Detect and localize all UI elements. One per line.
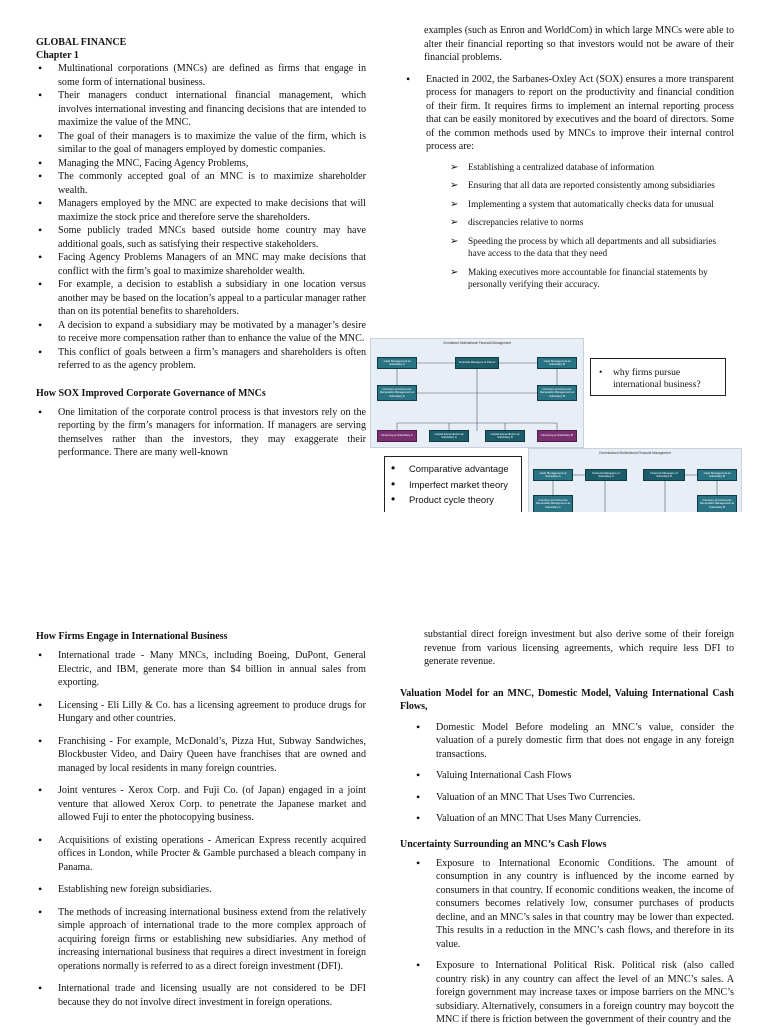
- list-item: • Facing Agency Problems Managers of an MNC may make decisions that conflict with the firm’s goal to maximize shareholder wealth.: [36, 251, 366, 278]
- internal-control-methods-list: [450, 162, 720, 292]
- uncertainty-heading: Uncertainty Surrounding an MNC’s Cash Flows: [400, 838, 607, 850]
- chapter-heading: Chapter 1: [36, 50, 79, 61]
- list-item: • Franchising - For example, McDonald’s, Pizza Hut, Subway Sandwiches, Blockbuster Video, and Dairy Queen have franchises that are owned and managed by local residents in many foreign countries.: [36, 735, 366, 776]
- list-item: • Valuation of an MNC That Uses Two Currencies.: [414, 791, 734, 805]
- list-item: • Managers employed by the MNC are expected to make decisions that will maximize the stock price and therefore serve the shareholders.: [36, 197, 366, 224]
- list-item: • Valuation of an MNC That Uses Many Currencies.: [414, 812, 734, 826]
- list-item: • Licensing - Eli Lilly & Co. has a licensing agreement to produce drugs for Hungary and other countries.: [36, 699, 366, 726]
- list-item: • The goal of their managers is to maximize the value of the firm, which is similar to the goal of managers employed by domestic companies.: [36, 130, 366, 157]
- page2-left-column: [36, 630, 366, 1009]
- list-item: • Valuing International Cash Flows: [414, 769, 734, 783]
- list-item: • Exposure to International Political Risk. Political risk (also called country risk) in any country can affect the level of an MNC’s sales. A foreign government may increase taxes or impose barriers on the MNC’s subsidiary. Alternatively, consumers in a foreign country may boycott the MNC if there is friction between the government of their country and the: [414, 959, 734, 1027]
- engage-heading: How Firms Engage in International Business: [36, 631, 228, 642]
- list-item: • Their managers conduct international financial management, which involves international investing and financing decisions that are intended to maximize the value of the MNC.: [36, 89, 366, 130]
- valuation-heading: Valuation Model for an MNC, Domestic Model, Valuing International Cash Flows,: [400, 687, 734, 712]
- sox-bullet-list: [36, 406, 366, 460]
- diagram-title: Decentralized Multinational Financial Management: [599, 451, 671, 455]
- document-title: GLOBAL FINANCE: [36, 37, 127, 48]
- list-item: • Acquisitions of existing operations - American Express recently acquired offices in London, while Procter & Gamble purchased a bleach company in Panama.: [36, 834, 366, 875]
- list-item: • Imperfect market theory: [389, 479, 517, 491]
- list-item: ➢ Establishing a centralized database of information: [450, 162, 720, 175]
- cash-mgmt-a-node: Cash Management at Subsidiary A: [533, 469, 573, 481]
- list-item: ➢ Ensuring that all data are reported consistently among subsidiaries: [450, 180, 720, 193]
- list-item: • Establishing new foreign subsidiaries.: [36, 883, 366, 897]
- list-item: • This conflict of goals between a firm’s managers and shareholders is often referred to as the agency problem.: [36, 346, 366, 373]
- cash-mgmt-b-node: Cash Management at Subsidiary B: [697, 469, 737, 481]
- sox-heading: How SOX Improved Corporate Governance of MNCs: [36, 387, 266, 399]
- list-item: • International trade - Many MNCs, including Boeing, DuPont, General Electric, and IBM, generate more than $4 billion in annual sales from exporting.: [36, 649, 366, 690]
- list-item: ➢ discrepancies relative to norms: [450, 217, 720, 230]
- parent-managers-node: Financial Managers of Parent: [455, 357, 499, 369]
- sox-methods-intro-list: [404, 73, 734, 154]
- inventory-a-node: Inventory and Accounts Receivable Management at Subsidiary A: [533, 495, 573, 513]
- document-page-1: [0, 0, 768, 512]
- why-international-business-box: [590, 358, 726, 396]
- list-item: • Comparative advantage: [389, 463, 517, 475]
- list-item: ➢ Making executives more accountable for financial statements by personally verifying their accuracy.: [450, 267, 720, 292]
- capex-a-node: Capital Expenditures at Subsidiary A: [429, 430, 469, 442]
- theories-list: [389, 463, 517, 506]
- list-item: • International trade and licensing usually are not considered to be DFI because they do not involve direct investment in foreign operations.: [36, 982, 366, 1009]
- continued-paragraph: examples (such as Enron and WorldCom) in which large MNCs were able to alter their financial reporting so that investors would not be aware of their financial problems.: [424, 25, 734, 63]
- financing-a-node: Financing at Subsidiary A: [377, 430, 417, 442]
- centralized-management-diagram: [370, 338, 584, 448]
- list-item: • The methods of increasing international business extend from the relatively simple approach of international trade to the more complex approach of acquiring foreign firms or establishing new subsidiaries. Any method of increasing international business that requires a direct investment in foreign operations normally is referred to as a direct foreign investment (DFI).: [36, 906, 366, 974]
- bullet-icon: •: [599, 367, 603, 378]
- mnc-bullet-list: [36, 62, 366, 373]
- sub-a-managers-node: Financial Managers of Subsidiary A: [585, 469, 627, 481]
- diagram-title: Centralized Multinational Financial Management: [442, 341, 512, 345]
- document-page-2: [0, 612, 768, 1024]
- list-item: • Exposure to International Economic Conditions. The amount of consumption in any country is influenced by the income earned by consumers in that country. If economic conditions weaken, the income of consumers becomes relatively low, consumer purchases of products decline, and an MNC’s sales in that country may be lower than expected. This results in a reduction in the MNC’s cash flows, and therefore in its value.: [414, 857, 734, 952]
- financing-b-node: Financing at Subsidiary B: [537, 430, 577, 442]
- list-item: • Domestic Model Before modeling an MNC’s value, consider the valuation of a purely domestic firm that does not engage in any foreign transactions.: [414, 721, 734, 762]
- list-item: • The commonly accepted goal of an MNC is to maximize shareholder wealth.: [36, 170, 366, 197]
- uncertainty-list: [414, 857, 734, 1027]
- cash-mgmt-b-node: Cash Management at Subsidiary B: [537, 357, 577, 369]
- valuation-list: [414, 721, 734, 826]
- inventory-a-node: Inventory and Accounts Receivable Management at Subsidiary A: [377, 385, 417, 401]
- list-item: • For example, a decision to establish a subsidiary in one location versus another may be based on the location’s appeal to a particular manager rather than on its potential benefits to shareholders.: [36, 278, 366, 319]
- list-item: ➢ Implementing a system that automatically checks data for unusual: [450, 199, 720, 212]
- inventory-b-node: Inventory and Accounts Receivable Management at Subsidiary B: [537, 385, 577, 401]
- list-item: ➢ Speeding the process by which all departments and all subsidiaries have access to the data that they need: [450, 236, 720, 261]
- cash-mgmt-a-node: Cash Management at Subsidiary A: [377, 357, 417, 369]
- page2-right-column: [400, 628, 734, 1027]
- list-item: • Product cycle theory: [389, 494, 517, 506]
- list-item: • Enacted in 2002, the Sarbanes-Oxley Act (SOX) ensures a more transparent process for managers to report on the productivity and financial condition of their firm. It requires firms to implement an internal reporting process that can be easily monitored by executives and the board of directors. Some of the common methods used by MNCs to improve their internal control process are:: [404, 73, 734, 154]
- box-item-text: why firms pursue international business?: [613, 367, 701, 390]
- list-item: • Joint ventures - Xerox Corp. and Fuji Co. (of Japan) engaged in a joint venture that allowed Xerox Corp. to penetrate the Japanese market and allowed Fuji to enter the photocopying business.: [36, 784, 366, 825]
- box-item: [597, 367, 719, 391]
- continued-paragraph: substantial direct foreign investment but also derive some of their foreign revenue from various licensing agreements, which require less DFI to generate revenue.: [424, 629, 734, 667]
- capex-b-node: Capital Expenditures at Subsidiary B: [485, 430, 525, 442]
- list-item: • Multinational corporations (MNCs) are defined as firms that engage in some form of international business.: [36, 62, 366, 89]
- page1-right-column: [404, 24, 734, 292]
- list-item: • A decision to expand a subsidiary may be motivated by a manager’s desire to receive more compensation rather than to enhance the value of the MNC.: [36, 319, 366, 346]
- sub-b-managers-node: Financial Managers of Subsidiary B: [643, 469, 685, 481]
- engagement-methods-list: [36, 649, 366, 1009]
- inventory-b-node: Inventory and Accounts Receivable Management at Subsidiary B: [697, 495, 737, 513]
- list-item: • One limitation of the corporate control process is that investors rely on the reporting by the firm’s managers for information. If managers are serving themselves rather than the investors, they may exaggerate their performance. There are many well-known: [36, 406, 366, 460]
- list-item: • Some publicly traded MNCs based outside home country may have additional goals, such as satisfying their respective stakeholders.: [36, 224, 366, 251]
- page1-left-column: [36, 36, 366, 460]
- list-item: • Managing the MNC, Facing Agency Problems,: [36, 157, 366, 171]
- page-gap: [0, 512, 768, 612]
